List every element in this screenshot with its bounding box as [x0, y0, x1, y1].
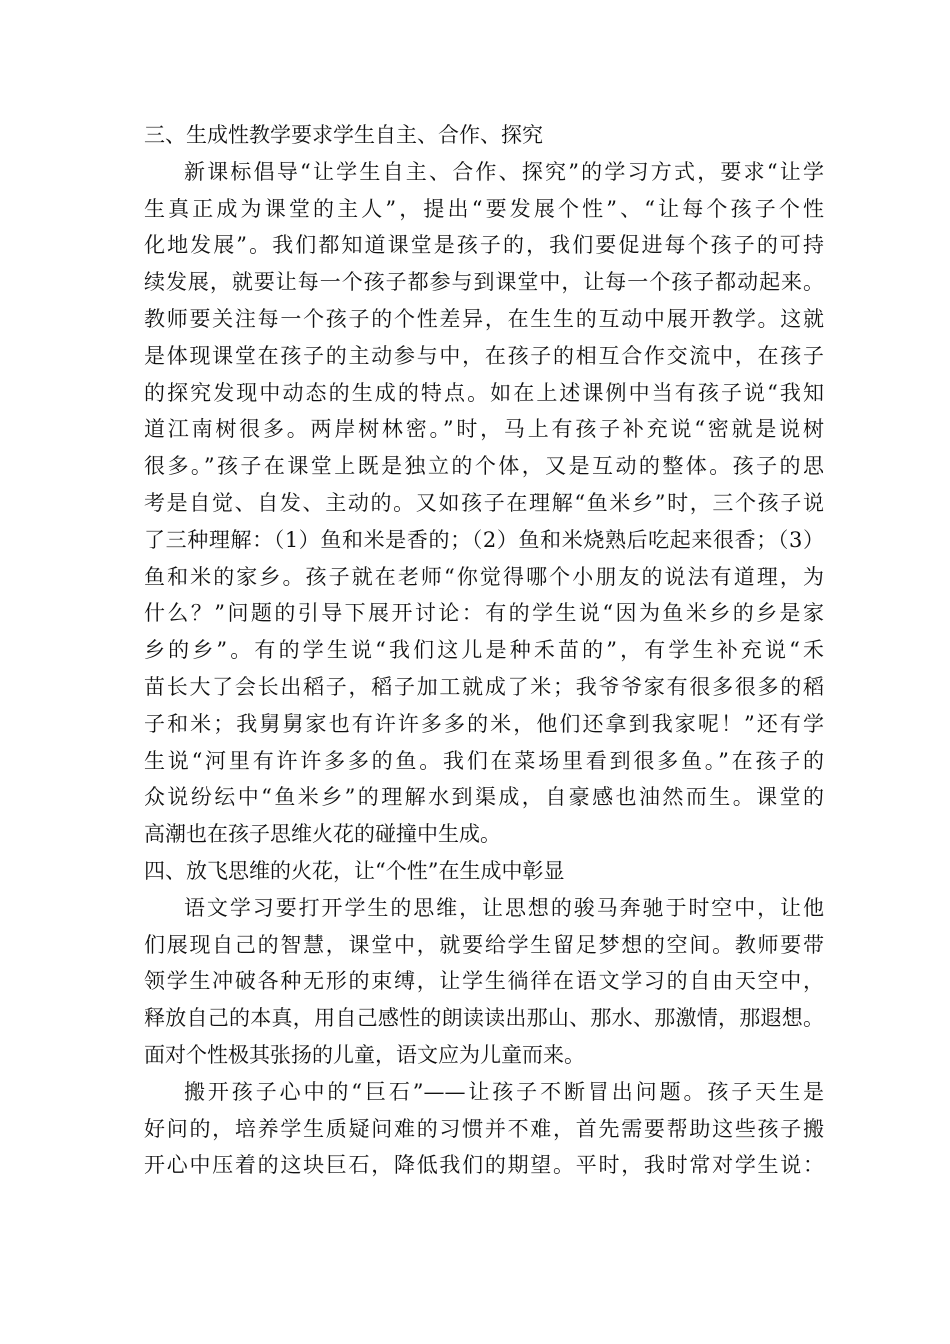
paragraph-line: 什么？”问题的引导下展开讨论：有的学生说“因为鱼米乡的乡是家	[144, 601, 824, 626]
paragraph-line: 面对个性极其张扬的儿童，语文应为儿童而来。	[144, 1042, 585, 1067]
paragraph-line: 道江南树很多。两岸树林密。”时，马上有孩子补充说“密就是说树	[144, 417, 824, 442]
paragraph-line: 了三种理解：（1）鱼和米是香的；（2）鱼和米烧熟后吃起来很香；（3）	[144, 527, 824, 552]
paragraph-line: 众说纷纭中“鱼米乡”的理解水到渠成，自豪感也油然而生。课堂的	[144, 785, 824, 810]
paragraph-line: 子和米；我舅舅家也有许许多多的米，他们还拿到我家呢！”还有学	[144, 711, 824, 736]
paragraph-line: 很多。”孩子在课堂上既是独立的个体，又是互动的整体。孩子的思	[144, 454, 824, 479]
paragraph-line: 们展现自己的智慧，课堂中，就要给学生留足梦想的空间。教师要带	[144, 932, 824, 957]
paragraph-line: 鱼和米的家乡。孩子就在老师“你觉得哪个小朋友的说法有道理，为	[144, 564, 824, 589]
paragraph-line: 新课标倡导“让学生自主、合作、探究”的学习方式，要求“让学	[184, 159, 824, 184]
paragraph-line: 领学生冲破各种无形的束缚，让学生徜徉在语文学习的自由天空中，	[144, 969, 824, 994]
paragraph-line: 教师要关注每一个孩子的个性差异，在生生的互动中展开教学。这就	[144, 306, 824, 331]
document-page	[144, 117, 824, 1184]
paragraph-line: 续发展，就要让每一个孩子都参与到课堂中，让每一个孩子都动起来。	[144, 270, 824, 295]
paragraph-line: 高潮也在孩子思维火花的碰撞中生成。	[144, 822, 501, 847]
paragraph-line: 化地发展”。我们都知道课堂是孩子的，我们要促进每个孩子的可持	[144, 233, 824, 258]
section-heading-4: 四、放飞思维的火花，让“个性”在生成中彰显	[144, 858, 565, 883]
paragraph-line: 的探究发现中动态的生成的特点。如在上述课例中当有孩子说“我知	[144, 380, 824, 405]
paragraph-line: 生说“河里有许许多多的鱼。我们在菜场里看到很多鱼。”在孩子的	[144, 748, 824, 773]
paragraph-line: 开心中压着的这块巨石，降低我们的期望。平时，我时常对学生说：	[144, 1153, 824, 1178]
paragraph-line: 苗长大了会长出稻子，稻子加工就成了米；我爷爷家有很多很多的稻	[144, 674, 824, 699]
section-heading-3: 三、生成性教学要求学生自主、合作、探究	[144, 123, 543, 147]
paragraph-line: 乡的乡”。有的学生说“我们这儿是种禾苗的”，有学生补充说“禾	[144, 638, 824, 663]
paragraph-line: 考是自觉、自发、主动的。又如孩子在理解“鱼米乡”时，三个孩子说	[144, 490, 824, 515]
paragraph-line: 搬开孩子心中的“巨石”——让孩子不断冒出问题。孩子天生是	[184, 1079, 824, 1104]
paragraph-line: 好问的，培养学生质疑问难的习惯并不难，首先需要帮助这些孩子搬	[144, 1116, 824, 1141]
paragraph-line: 语文学习要打开学生的思维，让思想的骏马奔驰于时空中，让他	[184, 895, 824, 920]
paragraph-line: 生真正成为课堂的主人”，提出“要发展个性”、“让每个孩子个性	[144, 196, 824, 221]
paragraph-line: 释放自己的本真，用自己感性的朗读读出那山、那水、那激情，那遐想。	[144, 1006, 824, 1031]
paragraph-line: 是体现课堂在孩子的主动参与中，在孩子的相互合作交流中，在孩子	[144, 343, 824, 368]
